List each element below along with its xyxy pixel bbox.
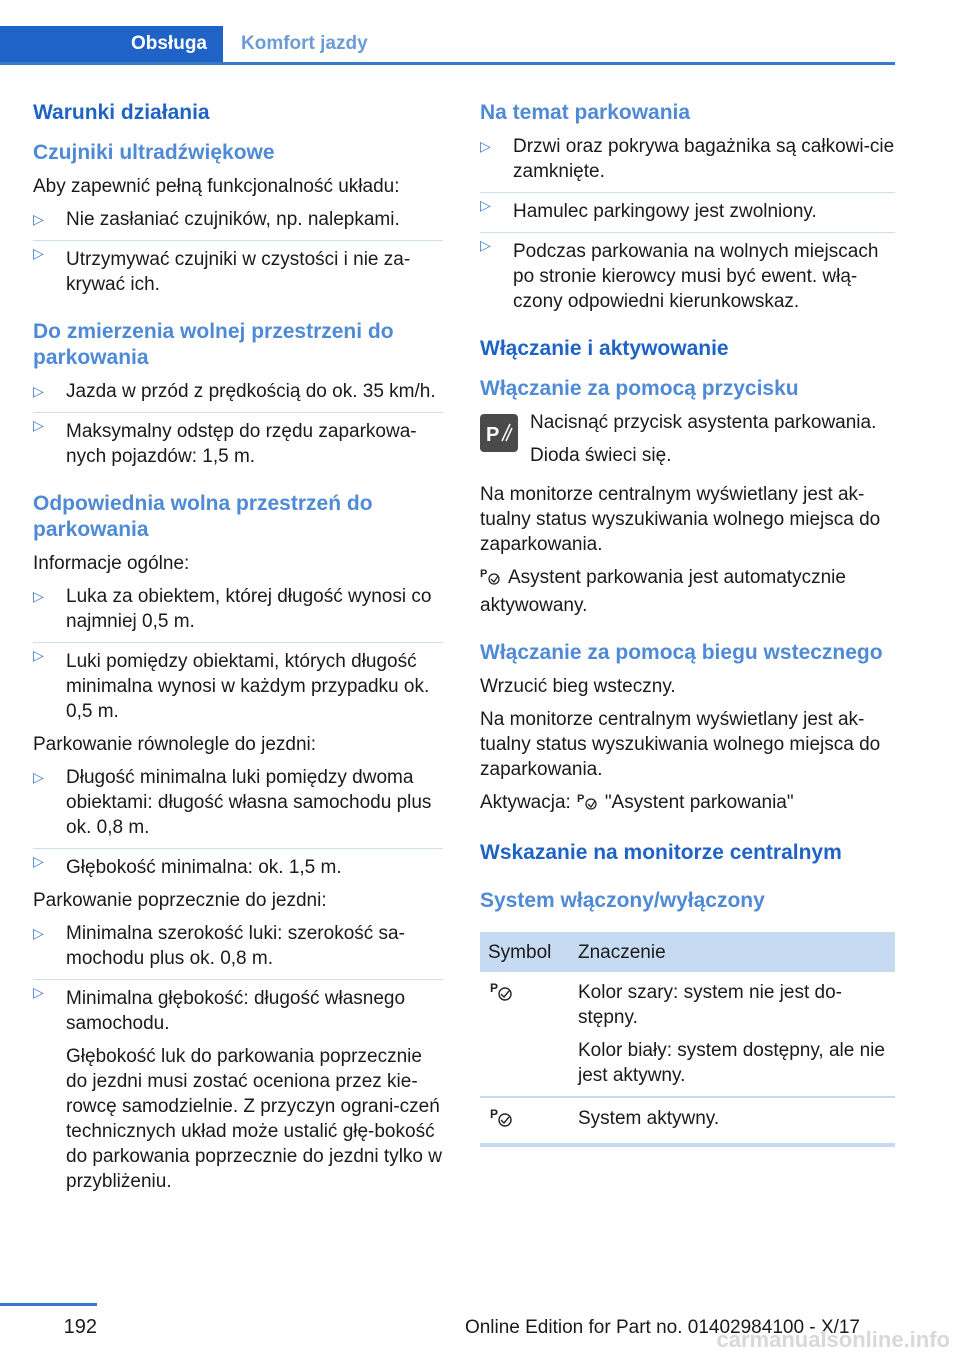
- list-item-text: Drzwi oraz pokrywa bagażnika są całkowi-cie zamknięte.: [513, 136, 895, 182]
- paragraph-aby: Aby zapewnić pełną funkcjonalność układu:: [33, 176, 400, 197]
- heading-wlaczanie: Włączanie i aktywowanie: [480, 337, 729, 360]
- paragraph-poprzecznie: Parkowanie poprzecznie do jezdni:: [33, 890, 327, 911]
- triangle-right-icon: ▷: [33, 245, 44, 261]
- svg-text:P: P: [576, 793, 585, 805]
- list-item: [480, 192, 895, 224]
- park-assist-icon: [488, 1107, 514, 1133]
- svg-text:P: P: [486, 424, 500, 446]
- table-row: [480, 972, 895, 1097]
- paragraph-wrzucic: Wrzucić bieg wsteczny.: [480, 676, 676, 697]
- aktywacja-label: Aktywacja:: [480, 792, 571, 813]
- list-item: [33, 240, 443, 297]
- list-item-text: Długość minimalna luki pomiędzy dwoma obiektami: długość własna samochodu plus ok. 0,8 m.: [66, 767, 432, 838]
- triangle-right-icon: ▷: [480, 237, 491, 253]
- svg-text:P: P: [490, 1107, 499, 1121]
- symbol-cell: [480, 1097, 570, 1145]
- list-item: [33, 848, 443, 880]
- btn-line-2: Dioda świeci się.: [530, 445, 672, 466]
- paragraph-rownolegle: Parkowanie równolegle do jezdni:: [33, 734, 317, 755]
- header-tabbar: [0, 26, 895, 65]
- triangle-right-icon: ▷: [33, 417, 44, 433]
- col-znaczenie: Znaczenie: [570, 932, 895, 972]
- list-item: [33, 979, 443, 1036]
- paragraph-monitor-2: Na monitorze centralnym wyświetlany jest ak-tualny status wyszukiwania wolnego miejsca do zaparkowania.: [480, 709, 881, 780]
- list-item-text: Nie zasłaniać czujników, np. nalepkami.: [66, 209, 400, 230]
- tab-obsluga[interactable]: Obsługa: [0, 26, 223, 62]
- list-item-text: Hamulec parkingowy jest zwolniony.: [513, 201, 817, 222]
- heading-odpowiednia: Odpowiednia wolna przestrzeń do parkowania: [33, 492, 373, 541]
- meaning-cell: [570, 972, 895, 1097]
- triangle-right-icon: ▷: [33, 647, 44, 663]
- triangle-right-icon: ▷: [33, 853, 44, 869]
- heading-warunki: Warunki działania: [33, 101, 210, 124]
- list-item: [480, 134, 895, 184]
- table-row: [480, 1097, 895, 1145]
- meaning-gray: Kolor szary: system nie jest do-stępny.: [578, 982, 842, 1028]
- list-item-text: Utrzymywać czujniki w czystości i nie za-krywać ich.: [66, 249, 411, 295]
- list-item-note: Głębokość luk do parkowania poprzecznie do jezdni musi zostać oceniona przez kie-rowcę samodzielnie. Z przyczyn ograni-czeń technicznych układ może ustalić głę-bokość do parkowania poprzecznie do jezdni tylko w przybliżeniu.: [66, 1046, 442, 1192]
- list-item-text: Minimalna szerokość luki: szerokość sa-mochodu plus ok. 0,8 m.: [66, 923, 405, 969]
- paragraph-monitor-1: Na monitorze centralnym wyświetlany jest ak-tualny status wyszukiwania wolnego miejsca do zaparkowania.: [480, 484, 881, 555]
- triangle-right-icon: ▷: [480, 197, 491, 213]
- edition-note: Online Edition for Part no. 01402984100 - X/17: [464, 1317, 860, 1338]
- list-item: [33, 921, 443, 971]
- aktywacja-value: "Asystent parkowania": [604, 792, 794, 813]
- list-item: [480, 232, 895, 314]
- triangle-right-icon: ▷: [33, 383, 44, 399]
- triangle-right-icon: ▷: [33, 769, 44, 785]
- list-item-text: Jazda w przód z prędkością do ok. 35 km/h.: [66, 381, 436, 402]
- heading-zmierzenia: Do zmierzenia wolnej przestrzeni do parkowania: [33, 320, 394, 369]
- left-column: [33, 100, 443, 1202]
- list-item-text: Minimalna głębokość: długość własnego samochodu.: [66, 988, 406, 1034]
- svg-text:P: P: [480, 568, 488, 580]
- triangle-right-icon: ▷: [33, 588, 44, 604]
- paragraph-info: Informacje ogólne:: [33, 553, 190, 574]
- park-assist-icon: [577, 791, 599, 818]
- list-item-text: Maksymalny odstęp do rzędu zaparkowa-nych pojazdów: 1,5 m.: [66, 421, 417, 467]
- col-symbol: Symbol: [480, 932, 570, 972]
- list-item-text: Podczas parkowania na wolnych miejscach po stronie kierowcy musi być ewent. włą-czony odpowiedni kierunkowskaz.: [513, 241, 879, 312]
- list-item: [33, 765, 443, 840]
- park-assist-icon: [488, 981, 514, 1007]
- watermark: carmanualsonline.info: [716, 1327, 950, 1352]
- symbol-table: [480, 932, 895, 1147]
- page-number: 192: [63, 1316, 97, 1338]
- paragraph-aktywacja: [480, 790, 895, 818]
- list-item-text: Luka za obiektem, której długość wynosi co najmniej 0,5 m.: [66, 586, 432, 632]
- table-header-row: [480, 932, 895, 972]
- heading-wskazanie: Wskazanie na monitorze centralnym: [480, 841, 842, 864]
- heading-bieg: Włączanie za pomocą biegu wstecznego: [480, 641, 883, 664]
- triangle-right-icon: ▷: [33, 984, 44, 1000]
- heading-system: System włączony/wyłączony: [480, 889, 765, 912]
- footer-line: [0, 1303, 97, 1306]
- paragraph-asystent: [480, 565, 895, 618]
- svg-text:P: P: [490, 981, 499, 995]
- list-item-text: Luki pomiędzy obiektami, których długość minimalna wynosi w każdym przypadku ok. 0,5 m.: [66, 651, 430, 722]
- heading-na-temat: Na temat parkowania: [480, 101, 691, 124]
- list-item: [33, 584, 443, 634]
- meaning-cell: System aktywny.: [570, 1097, 895, 1145]
- list-item: [33, 412, 443, 469]
- park-assist-icon: [480, 566, 502, 593]
- heading-czujniki: Czujniki ultradźwiękowe: [33, 141, 275, 164]
- park-button-instruction: [480, 410, 895, 468]
- triangle-right-icon: ▷: [33, 211, 44, 227]
- paragraph-asystent-text: Asystent parkowania jest automatycznie aktywowany.: [480, 567, 846, 616]
- list-item: [33, 379, 443, 404]
- list-item: [33, 642, 443, 724]
- park-assist-button-icon: [480, 414, 518, 452]
- list-item-text: Głębokość minimalna: ok. 1,5 m.: [66, 857, 342, 878]
- triangle-right-icon: ▷: [480, 138, 491, 154]
- triangle-right-icon: ▷: [33, 925, 44, 941]
- list-item: [33, 207, 443, 232]
- right-column: [480, 100, 895, 1147]
- heading-przycisk: Włączanie za pomocą przycisku: [480, 377, 799, 400]
- meaning-white: Kolor biały: system dostępny, ale nie jest aktywny.: [578, 1040, 885, 1086]
- tab-komfort-jazdy[interactable]: Komfort jazdy: [241, 33, 368, 54]
- symbol-cell: [480, 972, 570, 1097]
- btn-line-1: Nacisnąć przycisk asystenta parkowania.: [530, 412, 877, 433]
